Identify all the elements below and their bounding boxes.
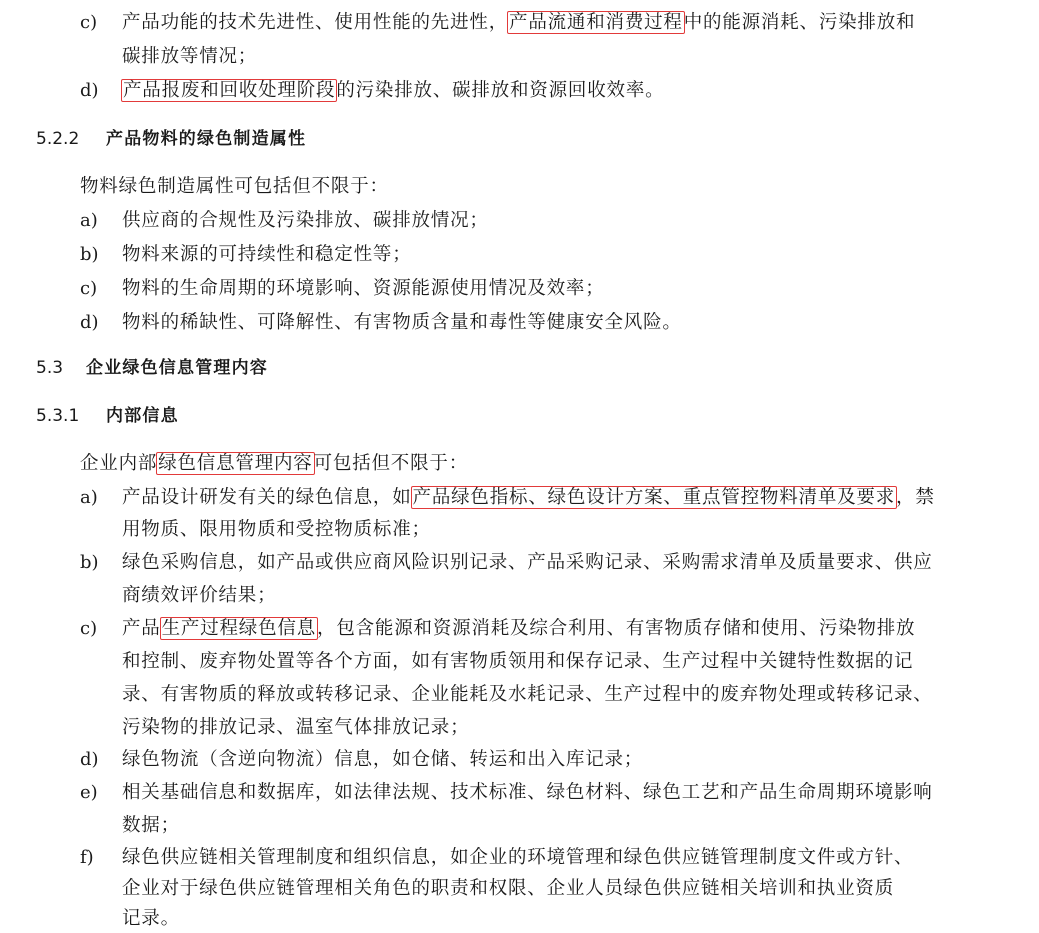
list-item-c-line3: 录、有害物质的释放或转移记录、企业能耗及水耗记录、生产过程中的废弃物处理或转移记录、 <box>122 684 933 705</box>
list-marker: c) <box>80 618 98 639</box>
list-item-d-line1: 绿色物流（含逆向物流）信息，如仓储、转运和出入库记录； <box>122 749 644 770</box>
list-marker: a) <box>80 487 98 508</box>
list-item-a-line1: 产品设计研发有关的绿色信息，如产品绿色指标、绿色设计方案、重点管控物料清单及要求，禁 <box>122 487 935 508</box>
section-title: 产品物料的绿色制造属性 <box>106 129 307 149</box>
list-marker: d) <box>80 749 99 770</box>
list-item: 物料的稀缺性、可降解性、有害物质含量和毒性等健康安全风险。 <box>122 312 682 333</box>
list-item-a-line2: 用物质、限用物质和受控物质标准； <box>122 519 431 540</box>
list-marker: d) <box>80 80 99 101</box>
list-item: 供应商的合规性及污染排放、碳排放情况； <box>122 210 489 231</box>
list-item-e-line2: 数据； <box>122 815 180 836</box>
list-item-c-line2: 和控制、废弃物处置等各个方面，如有害物质领用和保存记录、生产过程中关键特性数据的记 <box>122 651 914 672</box>
highlight-box: 生产过程绿色信息 <box>161 618 317 639</box>
list-marker: b) <box>80 244 99 265</box>
section-number: 5.3.1 <box>36 406 80 426</box>
list-item-f-line2: 企业对于绿色供应链管理相关角色的职责和权限、企业人员绿色供应链相关培训和执业资质 <box>122 878 895 899</box>
list-item-c-line4: 污染物的排放记录、温室气体排放记录； <box>122 717 470 738</box>
list-item-c-line1: 产品功能的技术先进性、使用性能的先进性，产品流通和消费过程中的能源消耗、污染排放和 <box>122 12 916 33</box>
list-item-c-line2: 碳排放等情况； <box>122 46 258 67</box>
highlight-box: 产品绿色指标、绿色设计方案、重点管控物料清单及要求 <box>412 487 896 508</box>
list-item-f-line1: 绿色供应链相关管理制度和组织信息，如企业的环境管理和绿色供应链管理制度文件或方针、 <box>122 847 914 868</box>
list-marker: a) <box>80 210 98 231</box>
list-item-d-line1: 产品报废和回收处理阶段的污染排放、碳排放和资源回收效率。 <box>123 80 665 101</box>
list-marker: d) <box>80 312 99 333</box>
paragraph: 物料绿色制造属性可包括但不限于： <box>80 176 389 197</box>
paragraph: 企业内部绿色信息管理内容可包括但不限于： <box>80 453 469 474</box>
section-number: 5.3 <box>36 358 64 378</box>
list-marker: f) <box>80 847 94 868</box>
list-item: 物料来源的可持续性和稳定性等； <box>122 244 412 265</box>
list-marker: e) <box>80 782 98 803</box>
section-title: 内部信息 <box>106 406 179 426</box>
highlight-box: 绿色信息管理内容 <box>158 453 313 474</box>
list-marker: c) <box>80 12 98 33</box>
highlight-box: 产品报废和回收处理阶段 <box>123 80 336 101</box>
section-number: 5.2.2 <box>36 129 80 149</box>
list-item-f-line3: 记录。 <box>122 908 180 929</box>
list-item-c-line1: 产品生产过程绿色信息，包含能源和资源消耗及综合利用、有害物质存储和使用、污染物排放 <box>122 618 916 639</box>
list-marker: b) <box>80 552 99 573</box>
list-item-b-line2: 商绩效评价结果； <box>122 585 277 606</box>
list-item: 物料的生命周期的环境影响、资源能源使用情况及效率； <box>122 278 605 299</box>
highlight-box: 产品流通和消费过程 <box>509 12 683 33</box>
list-marker: c) <box>80 278 98 299</box>
section-title: 企业绿色信息管理内容 <box>86 358 268 378</box>
list-item-b-line1: 绿色采购信息，如产品或供应商风险识别记录、产品采购记录、采购需求清单及质量要求、供应 <box>122 552 933 573</box>
list-item-e-line1: 相关基础信息和数据库，如法律法规、技术标准、绿色材料、绿色工艺和产品生命周期环境影响 <box>122 782 933 803</box>
